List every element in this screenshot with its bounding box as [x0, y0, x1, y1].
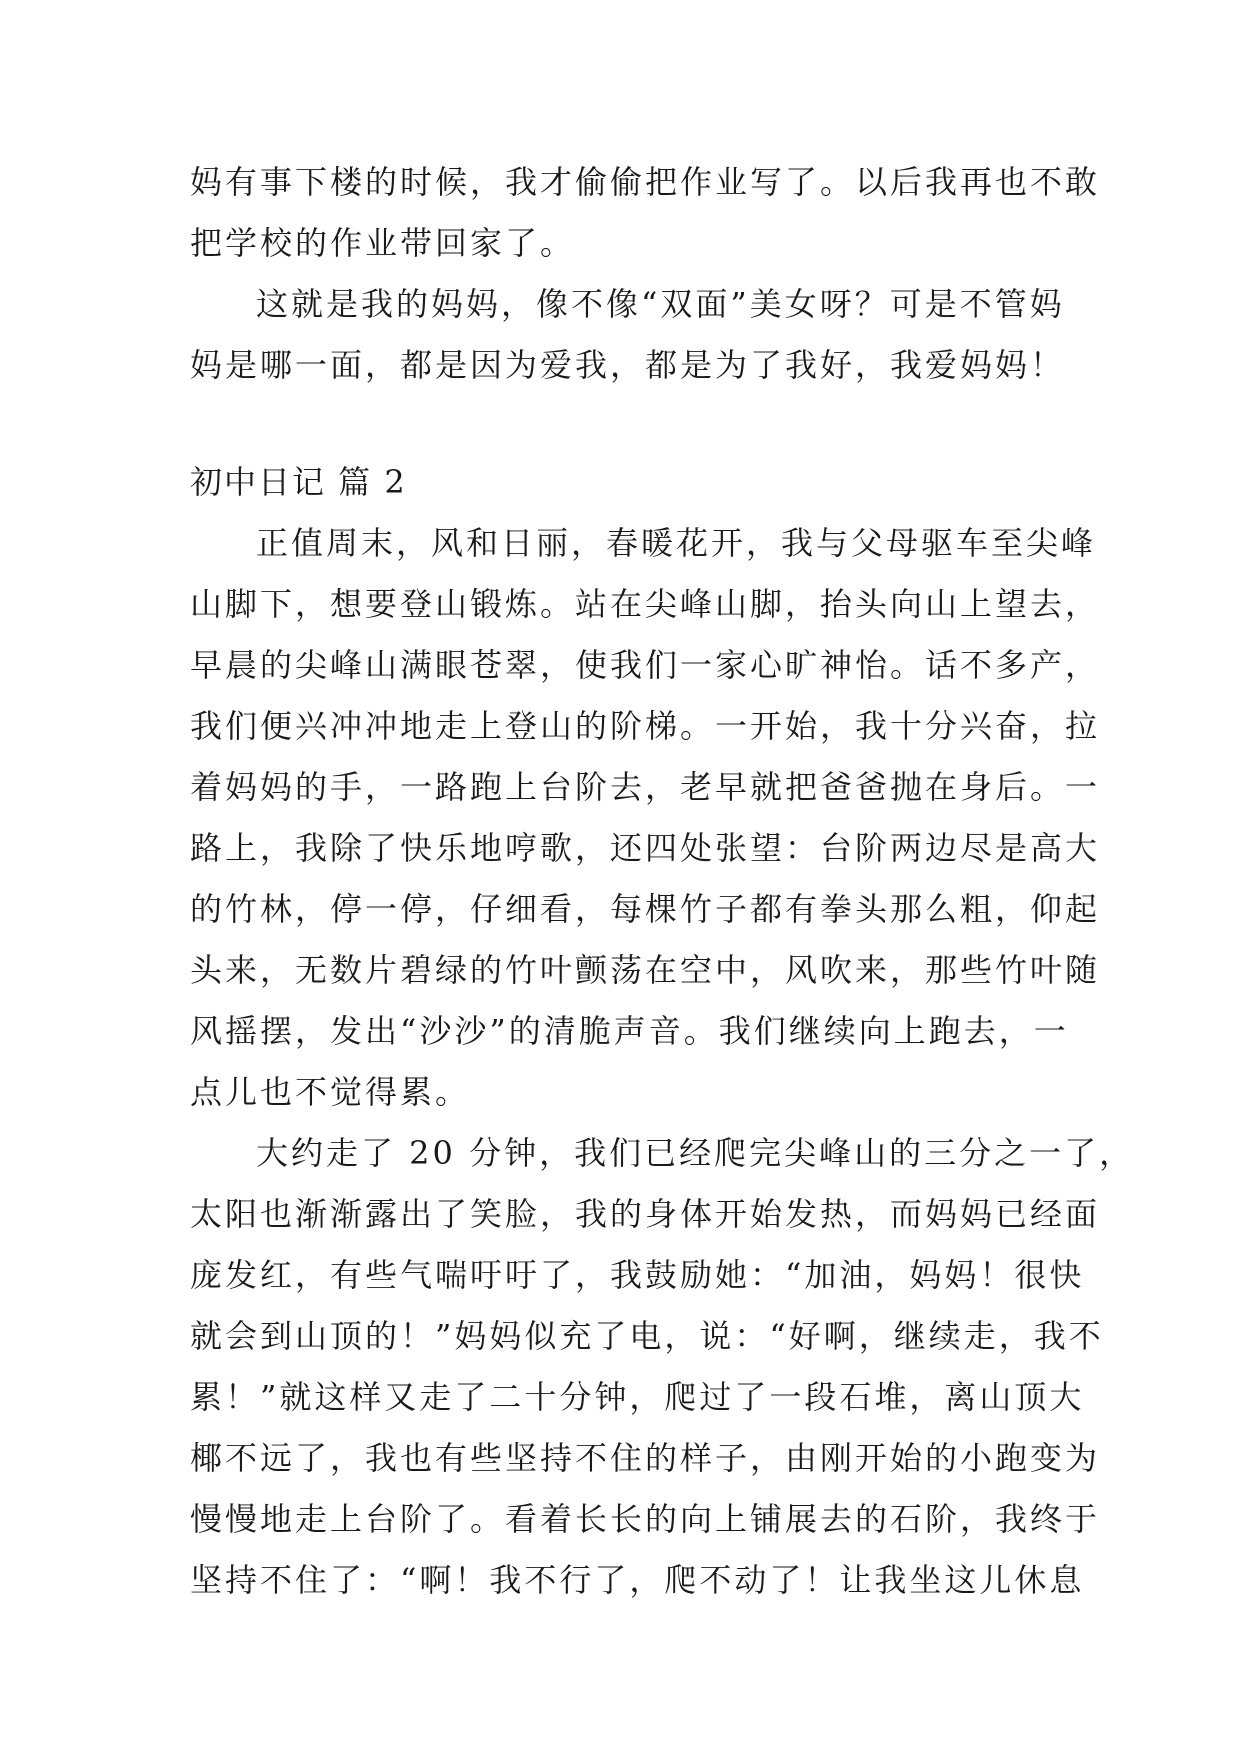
text-line: 坚持不住了：“啊！我不行了，爬不动了！让我坐这儿休息 — [190, 1561, 1085, 1599]
text-line: 的竹林，停一停，仔细看，每棵竹子都有拳头那么粗，仰起 — [190, 890, 1101, 928]
text-line: 累！”就这样又走了二十分钟，爬过了一段石堆，离山顶大 — [190, 1378, 1085, 1416]
text-line: 椰不远了，我也有些坚持不住的样子，由刚开始的小跑变为 — [190, 1439, 1101, 1477]
text-line: 就会到山顶的！”妈妈似充了电，说：“好啊，继续走，我不 — [190, 1317, 1104, 1355]
text-line: 我们便兴冲冲地走上登山的阶梯。一开始，我十分兴奋，拉 — [190, 707, 1101, 745]
section-gap — [190, 396, 1070, 452]
text-line: 庞发红，有些气喘吁吁了，我鼓励她：“加油，妈妈！很快 — [190, 1256, 1085, 1294]
text-line: 路上，我除了快乐地哼歌，还四处张望：台阶两边尽是高大 — [190, 829, 1101, 867]
text-line: 山脚下，想要登山锻炼。站在尖峰山脚，抬头向山上望去， — [190, 585, 1101, 623]
document-page — [190, 152, 1135, 1611]
text-line: 头来，无数片碧绿的竹叶颤荡在空中，风吹来，那些竹叶随 — [190, 951, 1101, 989]
paragraph-1 — [190, 513, 1101, 1123]
text-line: 点儿也不觉得累。 — [190, 1073, 471, 1111]
text-line: 风摇摆，发出“沙沙”的清脆声音。我们继续向上跑去，一 — [190, 1012, 1069, 1050]
text-line: 早晨的尖峰山满眼苍翠，使我们一家心旷神怡。话不多产， — [190, 646, 1101, 684]
text-line: 妈有事下楼的时候，我才偷偷把作业写了。以后我再也不敢 — [190, 163, 1101, 201]
previous-article-ending — [190, 152, 1101, 396]
paragraph-first-line: 大约走了 20 分钟，我们已经爬完尖峰山的三分之一了， — [256, 1134, 1135, 1172]
text-line: 慢慢地走上台阶了。看着长长的向上铺展去的石阶，我终于 — [190, 1500, 1101, 1538]
paragraph-2 — [190, 1123, 1135, 1611]
text-line: 着妈妈的手，一路跑上台阶去，老早就把爸爸抛在身后。一 — [190, 768, 1101, 806]
text-line: 太阳也渐渐露出了笑脸，我的身体开始发热，而妈妈已经面 — [190, 1195, 1101, 1233]
text-line: 妈是哪一面，都是因为爱我，都是为了我好，我爱妈妈！ — [190, 346, 1066, 384]
text-line: 把学校的作业带回家了。 — [190, 224, 576, 262]
article-heading: 初中日记 篇 2 — [190, 463, 407, 501]
paragraph-first-line: 正值周末，风和日丽，春暖花开，我与父母驱车至尖峰 — [256, 524, 1097, 562]
paragraph-first-line: 这就是我的妈妈，像不像“双面”美女呀？可是不管妈 — [256, 285, 1065, 323]
